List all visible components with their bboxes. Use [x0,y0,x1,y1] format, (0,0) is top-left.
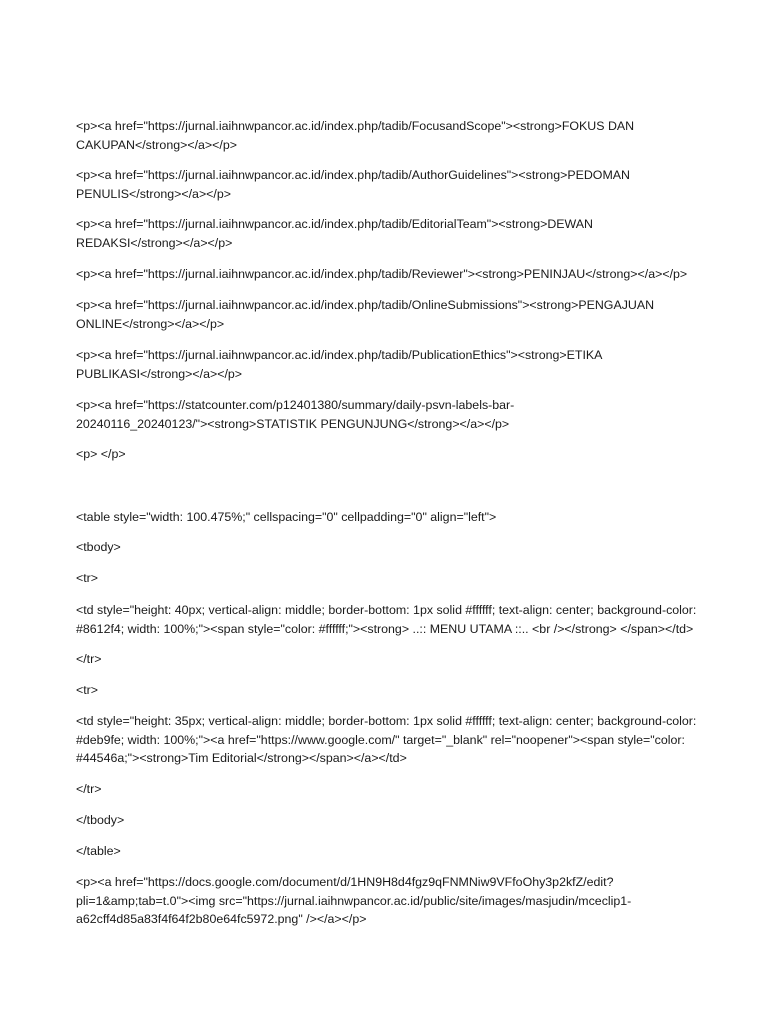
code-line: <tr> [76,683,99,697]
code-line: <p> </p> [76,447,126,461]
code-paragraph-editorial-cell [76,712,744,768]
code-paragraph-table-close [76,842,744,861]
code-line: </tr> [76,652,102,666]
code-line: <tbody> [76,540,121,554]
code-line: </tbody> [76,813,125,827]
code-paragraph-tr-open-2 [76,681,744,700]
code-line: <table style="width: 100.475%;" cellspacing="0" cellpadding="0" align="left"> [76,510,497,524]
code-line: <td style="height: 40px; vertical-align: middle; border-bottom: 1px solid #ffffff; text-align: center; background-color: [76,603,697,617]
code-line: 20240116_20240123/"><strong>STATISTIK PENGUNJUNG</strong></a></p> [76,416,510,431]
code-line: <p><a href="https://statcounter.com/p12401380/summary/daily-psvn-labels-bar- [76,398,515,412]
code-line: <p><a href="https://jurnal.iaihnwpancor.ac.id/index.php/tadib/Reviewer"><strong>PENINJAU</strong></a></p> [76,267,688,281]
code-paragraph-image-link [76,873,744,929]
code-line: #deb9fe; width: 100%;"><a href="https://www.google.com/" target="_blank" rel="noopener"><span style="color: [76,732,685,747]
code-paragraph-online-submissions [76,296,744,333]
code-line: <p><a href="https://jurnal.iaihnwpancor.ac.id/index.php/tadib/EditorialTeam"><strong>DEWAN [76,217,593,231]
code-line: ONLINE</strong></a></p> [76,316,225,331]
code-paragraph-tr-open [76,569,744,588]
code-line: </tr> [76,782,102,796]
code-line: REDAKSI</strong></a></p> [76,235,233,250]
code-line: <p><a href="https://jurnal.iaihnwpancor.ac.id/index.php/tadib/FocusandScope"><strong>FOKUS DAN [76,119,635,133]
code-line: pli=1&amp;tab=t.0"><img src="https://jurnal.iaihnwpancor.ac.id/public/site/images/masjudin/mceclip1- [76,893,632,908]
code-paragraph-reviewer [76,265,744,284]
code-line: PUBLIKASI</strong></a></p> [76,366,243,381]
code-line: #44546a;"><strong>Tim Editorial</strong></span></a></td> [76,751,407,766]
code-line: a62cff4d85a83f4f64f2b80e64fc5972.png" /></a></p> [76,912,367,927]
code-line: <td style="height: 35px; vertical-align: middle; border-bottom: 1px solid #ffffff; text-align: center; background-color: [76,714,697,728]
code-line: <p><a href="https://jurnal.iaihnwpancor.ac.id/index.php/tadib/OnlineSubmissions"><strong>PENGAJUAN [76,298,655,312]
code-paragraph-editorial-team [76,215,744,252]
code-line: CAKUPAN</strong></a></p> [76,137,237,152]
code-paragraph-author-guidelines [76,166,744,203]
code-line: <tr> [76,571,99,585]
code-paragraph-tr-close-2 [76,780,744,799]
code-paragraph-table-open [76,508,744,527]
code-paragraph-tr-close [76,650,744,669]
code-line: #8612f4; width: 100%;"><span style="color: #ffffff;"><strong> ..:: MENU UTAMA ::.. <br /></strong> </span></td> [76,621,694,636]
code-paragraph-menu-cell [76,601,744,638]
code-paragraph-publication-ethics [76,346,744,383]
code-paragraph-tbody-close [76,811,744,830]
code-line: <p><a href="https://jurnal.iaihnwpancor.ac.id/index.php/tadib/AuthorGuidelines"><strong>PEDOMAN [76,168,630,182]
code-paragraph-tbody-open [76,538,744,557]
code-line: <p><a href="https://jurnal.iaihnwpancor.ac.id/index.php/tadib/PublicationEthics"><strong>ETIKA [76,348,603,362]
code-paragraph-empty [76,445,744,464]
code-paragraph-statistics [76,396,744,433]
code-line: <p><a href="https://docs.google.com/document/d/1HN9H8d4fgz9qFNMNiw9VFfoOhy3p2kfZ/edit? [76,875,614,889]
code-line: </table> [76,844,121,858]
code-paragraph-focus-scope [76,117,744,154]
code-line: PENULIS</strong></a></p> [76,186,231,201]
